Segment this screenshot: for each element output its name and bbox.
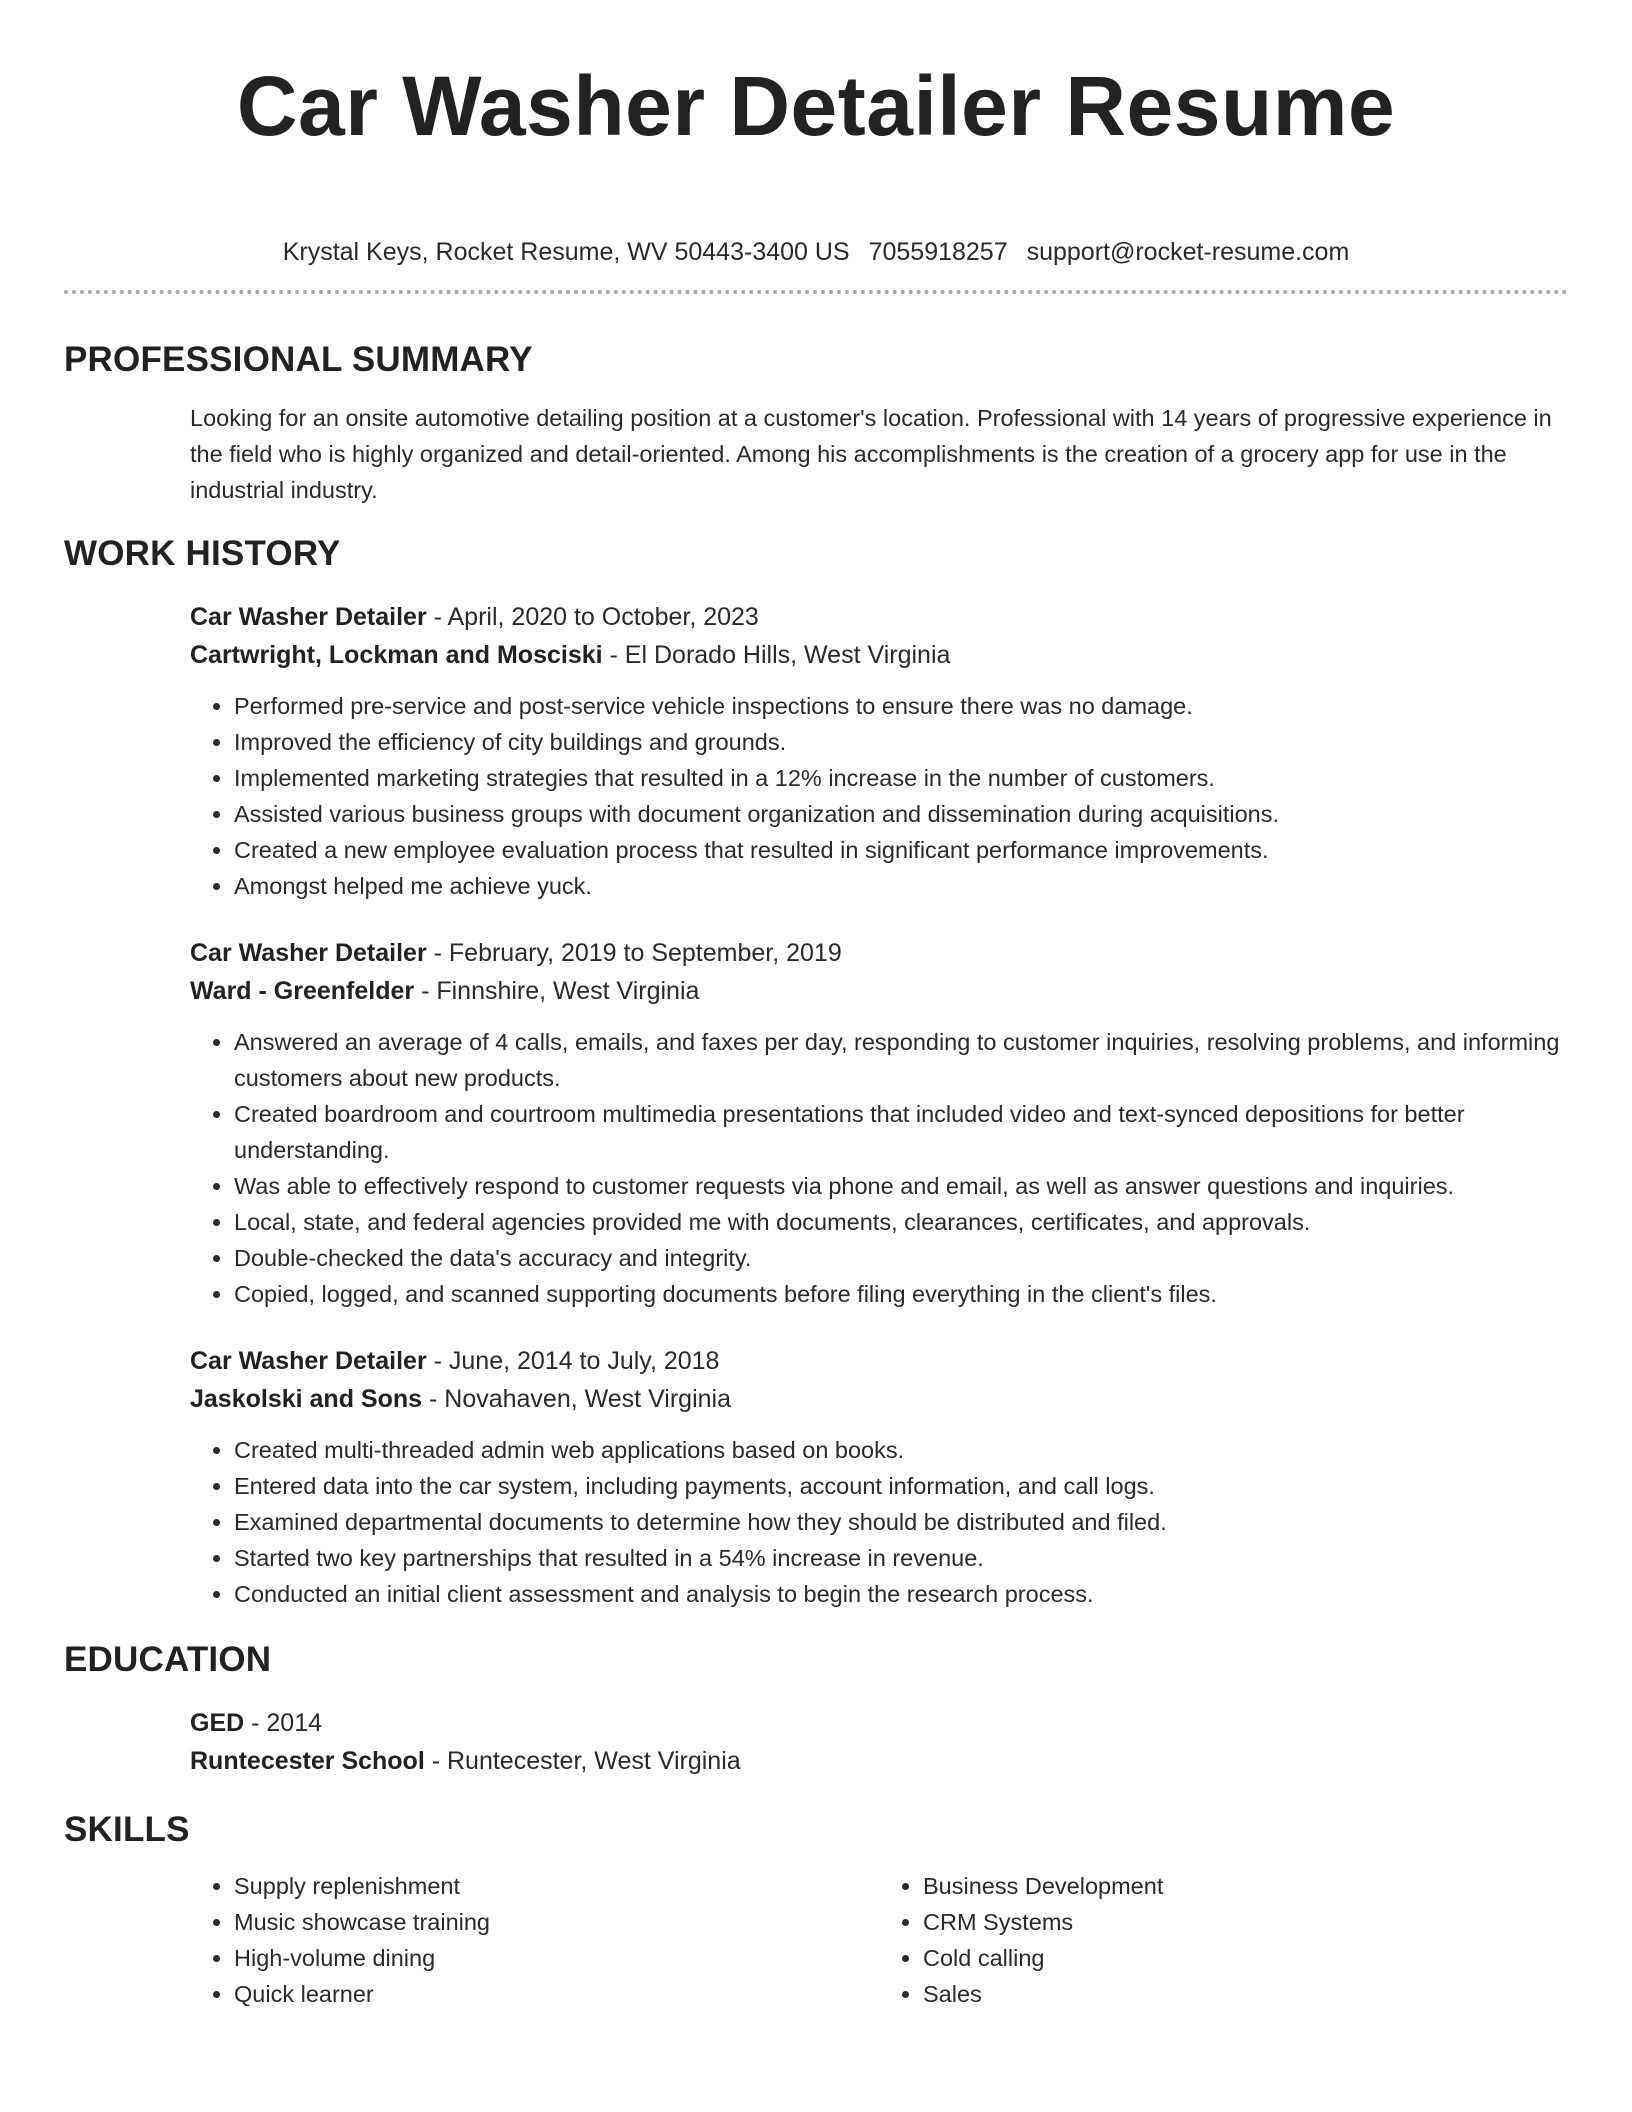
degree: GED [190, 1709, 245, 1737]
job-company-line [190, 972, 1568, 1010]
job-title-line [190, 1342, 1568, 1380]
contact-line [64, 236, 1568, 268]
job-title-line [190, 598, 1568, 636]
list-item: • Examined departmental documents to determine how they should be distributed and filed. [234, 1504, 1568, 1540]
job-entry [64, 598, 1568, 904]
job-location: - El Dorado Hills, West Virginia [602, 641, 951, 669]
skill-item: • Quick learner [234, 1976, 879, 2012]
job-title: Car Washer Detailer [190, 939, 427, 967]
job-bullets [190, 1024, 1568, 1312]
skills-section [64, 1868, 1568, 2012]
list-item: • Improved the efficiency of city buildings and grounds. [234, 724, 1568, 760]
job-title: Car Washer Detailer [190, 603, 427, 631]
job-entry [64, 1342, 1568, 1612]
job-entry [64, 934, 1568, 1312]
school-location: - Runtecester, West Virginia [424, 1747, 741, 1775]
contact-email: support@rocket-resume.com [1026, 238, 1350, 266]
summary-section [64, 400, 1568, 508]
job-company-line [190, 636, 1568, 674]
education-entry [64, 1704, 1568, 1780]
summary-heading: PROFESSIONAL SUMMARY [64, 340, 533, 379]
list-item: • Created a new employee evaluation process that resulted in significant performance improvements. [234, 832, 1568, 868]
job-location: - Novahaven, West Virginia [422, 1385, 731, 1413]
list-item: • Copied, logged, and scanned supporting documents before filing everything in the client's files. [234, 1276, 1568, 1312]
job-company-line [190, 1380, 1568, 1418]
job-company: Ward - Greenfelder [190, 977, 415, 1005]
school-name: Runtecester School [190, 1747, 425, 1775]
list-item: • Answered an average of 4 calls, emails, and faxes per day, responding to customer inquiries, resolving problems, and informing customers about new products. [234, 1024, 1568, 1096]
list-item: • Implemented marketing strategies that resulted in a 12% increase in the number of customers. [234, 760, 1568, 796]
list-item: • Amongst helped me achieve yuck. [234, 868, 1568, 904]
skills-heading: SKILLS [64, 1810, 190, 1849]
list-item: • Conducted an initial client assessment and analysis to begin the research process. [234, 1576, 1568, 1612]
list-item: • Created boardroom and courtroom multimedia presentations that included video and text-synced depositions for better understanding. [234, 1096, 1568, 1168]
degree-year: - 2014 [244, 1709, 323, 1737]
summary-text: Looking for an onsite automotive detailing position at a customer's location. Professional with 14 years of progressive experience in the field who is highly organized and detail-oriented. Among his accomplishments is the creation of a grocery app for use in the industrial industry. [190, 405, 1552, 503]
skills-list-right [879, 1868, 1568, 2012]
job-title: Car Washer Detailer [190, 1347, 427, 1375]
list-item: • Assisted various business groups with document organization and dissemination during acquisitions. [234, 796, 1568, 832]
skill-item: • High-volume dining [234, 1940, 879, 1976]
skill-item: • Sales [923, 1976, 1568, 2012]
job-title-line [190, 934, 1568, 972]
job-location: - Finnshire, West Virginia [414, 977, 700, 1005]
skill-item: • Music showcase training [234, 1904, 879, 1940]
job-company: Jaskolski and Sons [190, 1385, 423, 1413]
resume-title: Car Washer Detailer Resume [236, 59, 1396, 153]
header-divider [64, 290, 1568, 294]
job-bullets [190, 1432, 1568, 1612]
list-item: • Double-checked the data's accuracy and integrity. [234, 1240, 1568, 1276]
skill-item: • Supply replenishment [234, 1868, 879, 1904]
list-item: • Performed pre-service and post-service vehicle inspections to ensure there was no damage. [234, 688, 1568, 724]
list-item: • Created multi-threaded admin web applications based on books. [234, 1432, 1568, 1468]
job-dates: - April, 2020 to October, 2023 [426, 603, 759, 631]
skill-item: • Business Development [923, 1868, 1568, 1904]
degree-line [190, 1704, 1568, 1742]
contact-phone: 7055918257 [868, 238, 1008, 266]
job-dates: - June, 2014 to July, 2018 [426, 1347, 720, 1375]
job-bullets [190, 688, 1568, 904]
list-item: • Was able to effectively respond to customer requests via phone and email, as well as answer questions and inquiries. [234, 1168, 1568, 1204]
skills-list-left [190, 1868, 879, 2012]
skill-item: • CRM Systems [923, 1904, 1568, 1940]
contact-address: Krystal Keys, Rocket Resume, WV 50443-3400 US [282, 238, 850, 266]
education-heading: EDUCATION [64, 1640, 272, 1679]
list-item: • Local, state, and federal agencies provided me with documents, clearances, certificates, and approvals. [234, 1204, 1568, 1240]
school-line [190, 1742, 1568, 1780]
job-dates: - February, 2019 to September, 2019 [426, 939, 842, 967]
work-history-heading: WORK HISTORY [64, 534, 341, 573]
job-company: Cartwright, Lockman and Mosciski [190, 641, 603, 669]
list-item: • Started two key partnerships that resulted in a 54% increase in revenue. [234, 1540, 1568, 1576]
skill-item: • Cold calling [923, 1940, 1568, 1976]
list-item: • Entered data into the car system, including payments, account information, and call logs. [234, 1468, 1568, 1504]
